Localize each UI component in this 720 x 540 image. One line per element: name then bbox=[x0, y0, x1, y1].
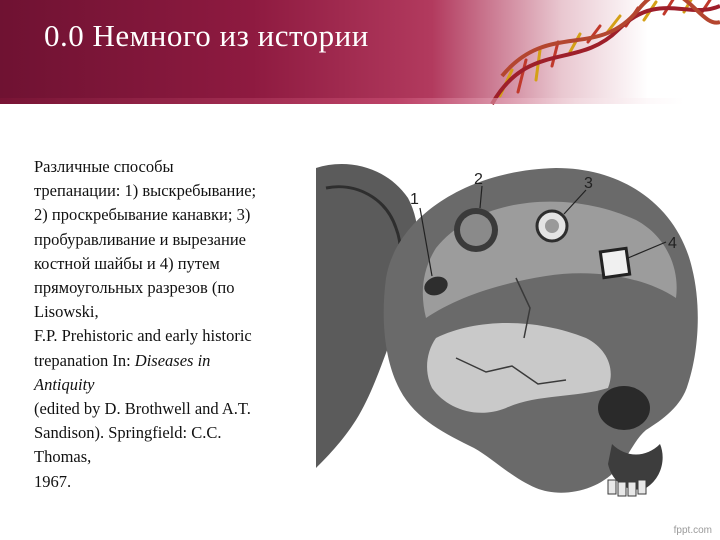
dna-helix-decoration bbox=[488, 0, 720, 112]
caption-line: (edited by D. Brothwell and A.T. bbox=[34, 399, 251, 419]
caption-line: Sandison). Springfield: C.C. bbox=[34, 423, 222, 443]
slide-header bbox=[0, 0, 720, 104]
label-4: 4 bbox=[668, 235, 677, 252]
label-2: 2 bbox=[474, 171, 483, 188]
caption-line: костной шайбы и 4) путем bbox=[34, 253, 220, 273]
caption-line: пробуравливание и вырезание bbox=[34, 229, 246, 249]
caption-line: Различные способы bbox=[34, 157, 174, 176]
trepanned-skull-photo bbox=[316, 158, 708, 514]
book-title: Diseases in bbox=[134, 350, 211, 370]
caption-line: трепанации: 1) выскребывание; bbox=[34, 181, 257, 201]
caption-line: 1967. bbox=[34, 471, 72, 491]
caption-line bbox=[34, 349, 316, 373]
caption-line: Lisowski, bbox=[34, 302, 99, 322]
caption-text: trepanation In: bbox=[34, 350, 135, 370]
slide-title: 0.0 Немного из истории bbox=[44, 18, 369, 53]
label-3: 3 bbox=[584, 175, 593, 192]
figure-caption bbox=[34, 155, 316, 494]
caption-line bbox=[34, 373, 316, 397]
caption-line: 2) проскребывание канавки; 3) bbox=[34, 205, 251, 225]
caption-line: F.P. Prehistoric and early historic bbox=[34, 326, 252, 346]
caption-line: прямоугольных разрезов (по bbox=[34, 278, 235, 298]
label-1: 1 bbox=[410, 191, 419, 208]
caption-line: Thomas, bbox=[34, 447, 92, 467]
book-title: Antiquity bbox=[34, 374, 95, 394]
watermark: fppt.com bbox=[673, 525, 712, 536]
